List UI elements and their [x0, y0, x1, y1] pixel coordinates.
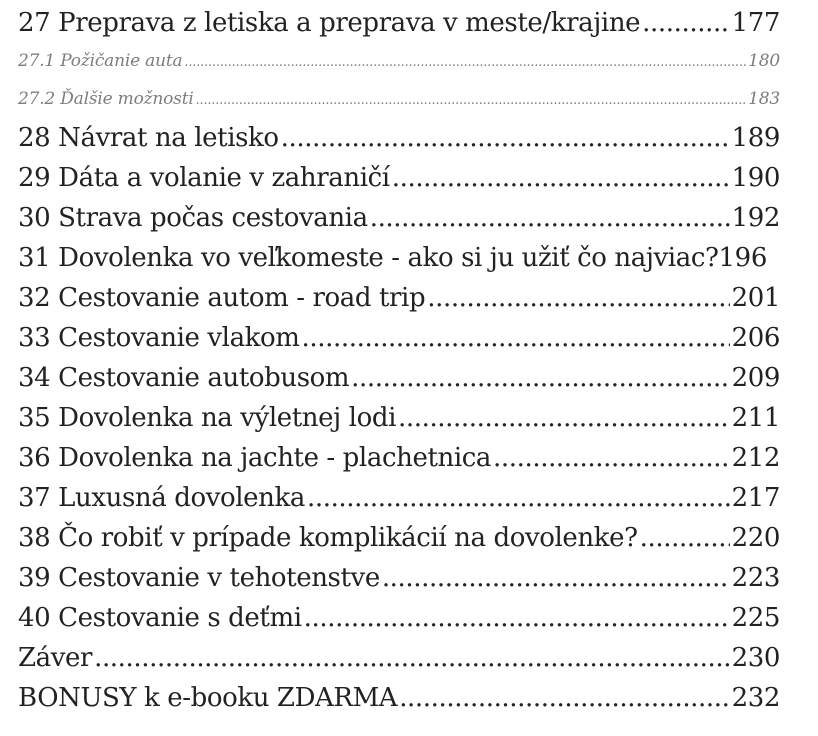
toc-entry-page: 201 [731, 283, 780, 313]
toc-entry-title: BONUSY k e-booku ZDARMA [18, 683, 398, 713]
toc-entry-page: 223 [731, 563, 780, 593]
toc-entry-page: 183 [748, 89, 780, 109]
toc-entry-title: 27.1 Požičanie auta [18, 51, 183, 71]
toc-entry[interactable] [18, 0, 780, 42]
toc-subentry[interactable] [18, 80, 780, 118]
toc-entry[interactable] [18, 678, 780, 718]
toc-entry-page: 211 [731, 403, 780, 433]
toc-entry-title: 35 Dovolenka na výletnej lodi [18, 403, 396, 433]
dot-leader [304, 598, 730, 638]
toc-entry-page: 206 [731, 323, 780, 353]
dot-leader [399, 678, 729, 718]
toc-entry[interactable] [18, 278, 780, 318]
toc-entry-page: 212 [731, 443, 780, 473]
toc-entry-title: 30 Strava počas cestovania [18, 203, 368, 233]
toc-entry[interactable] [18, 158, 780, 198]
dot-leader [351, 358, 729, 398]
dot-leader [302, 318, 730, 358]
toc-entry-title: 40 Cestovanie s deťmi [18, 603, 302, 633]
table-of-contents [18, 0, 810, 718]
toc-entry[interactable] [18, 438, 780, 478]
toc-entry-page: 196 [718, 243, 767, 273]
toc-entry[interactable] [18, 478, 780, 518]
dot-leader [94, 638, 729, 678]
toc-entry-title: 32 Cestovanie autom - road trip [18, 283, 426, 313]
toc-entry-page: 220 [731, 523, 780, 553]
toc-entry[interactable] [18, 198, 780, 238]
toc-entry-title: 31 Dovolenka vo veľkomeste - ako si ju užiť čo najviac? [18, 243, 719, 273]
dot-leader [392, 158, 730, 198]
dot-leader [493, 438, 730, 478]
toc-entry-page: 230 [731, 643, 780, 673]
toc-entry-title: 27.2 Ďalšie možnosti [18, 89, 194, 109]
dot-leader [427, 278, 729, 318]
toc-entry[interactable] [18, 638, 780, 678]
toc-entry-title: 27 Preprava z letiska a preprava v meste/krajine [18, 8, 641, 38]
toc-entry-title: 34 Cestovanie autobusom [18, 363, 350, 393]
dot-leader [382, 558, 730, 598]
toc-entry-title: 39 Cestovanie v tehotenstve [18, 563, 380, 593]
toc-entry[interactable] [18, 598, 780, 638]
dot-leader [196, 80, 747, 120]
dot-leader [184, 42, 746, 82]
dot-leader [640, 518, 730, 558]
dot-leader [642, 0, 729, 46]
toc-entry-title: 33 Cestovanie vlakom [18, 323, 300, 353]
toc-entry-title: 38 Čo robiť v prípade komplikácií na dovolenke? [18, 523, 638, 553]
toc-entry-page: 192 [731, 203, 780, 233]
toc-entry[interactable] [18, 518, 780, 558]
toc-entry[interactable] [18, 398, 780, 438]
dot-leader [307, 478, 730, 518]
toc-subentry[interactable] [18, 42, 780, 80]
toc-entry-title: 28 Návrat na letisko [18, 123, 279, 153]
toc-entry-title: 36 Dovolenka na jachte - plachetnica [18, 443, 492, 473]
dot-leader [281, 118, 730, 158]
toc-entry-title: 37 Luxusná dovolenka [18, 483, 305, 513]
dot-leader [370, 198, 730, 238]
toc-entry-title: 29 Dáta a volanie v zahraničí [18, 163, 390, 193]
dot-leader [398, 398, 730, 438]
toc-entry-page: 232 [731, 683, 780, 713]
toc-entry-title: Záver [18, 643, 93, 673]
toc-entry[interactable] [18, 318, 780, 358]
toc-entry[interactable] [18, 118, 780, 158]
toc-entry-page: 177 [731, 8, 780, 38]
toc-entry-page: 225 [731, 603, 780, 633]
toc-entry-page: 189 [731, 123, 780, 153]
toc-entry[interactable] [18, 558, 780, 598]
toc-entry-page: 180 [748, 51, 780, 71]
toc-entry-page: 190 [731, 163, 780, 193]
toc-entry[interactable] [18, 238, 808, 278]
toc-entry-page: 217 [731, 483, 780, 513]
toc-entry[interactable] [18, 358, 780, 398]
toc-entry-page: 209 [731, 363, 780, 393]
